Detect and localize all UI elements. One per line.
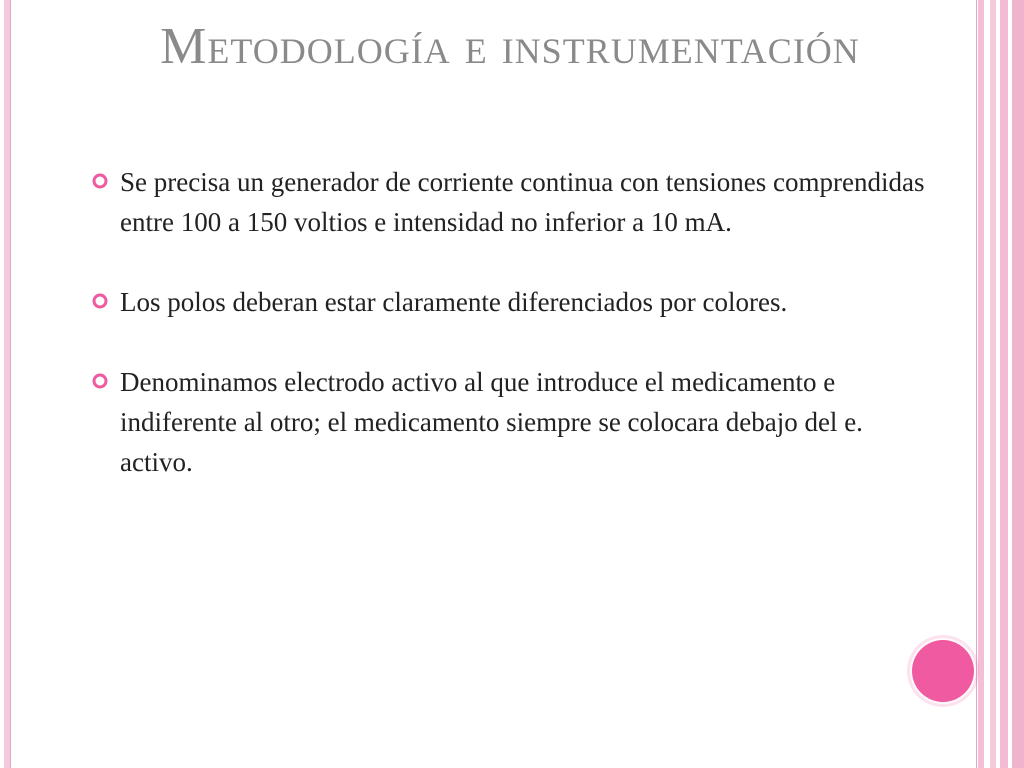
slide-content [92, 162, 932, 522]
pink-dot-icon [912, 640, 974, 702]
left-decor-stripes [0, 0, 10, 768]
right-decor-stripes [978, 0, 1024, 768]
circle-bullet-icon [92, 373, 108, 389]
bullet-text: Se precisa un generador de corriente continua con tensiones comprendidas entre 100 a 150 voltios e intensidad no inferior a 10 mA. [120, 167, 925, 237]
circle-bullet-icon [92, 173, 108, 189]
bullet-text: Los polos deberan estar claramente diferenciados por colores. [120, 287, 788, 317]
slide-title: Metodología e instrumentación [160, 18, 860, 75]
bullet-item [92, 282, 932, 322]
bullet-text: Denominamos electrodo activo al que introduce el medicamento e indiferente al otro; el medicamento siempre se colocara debajo del e. activo. [120, 367, 863, 477]
circle-bullet-icon [92, 293, 108, 309]
bullet-item [92, 362, 932, 482]
bullet-item [92, 162, 932, 242]
